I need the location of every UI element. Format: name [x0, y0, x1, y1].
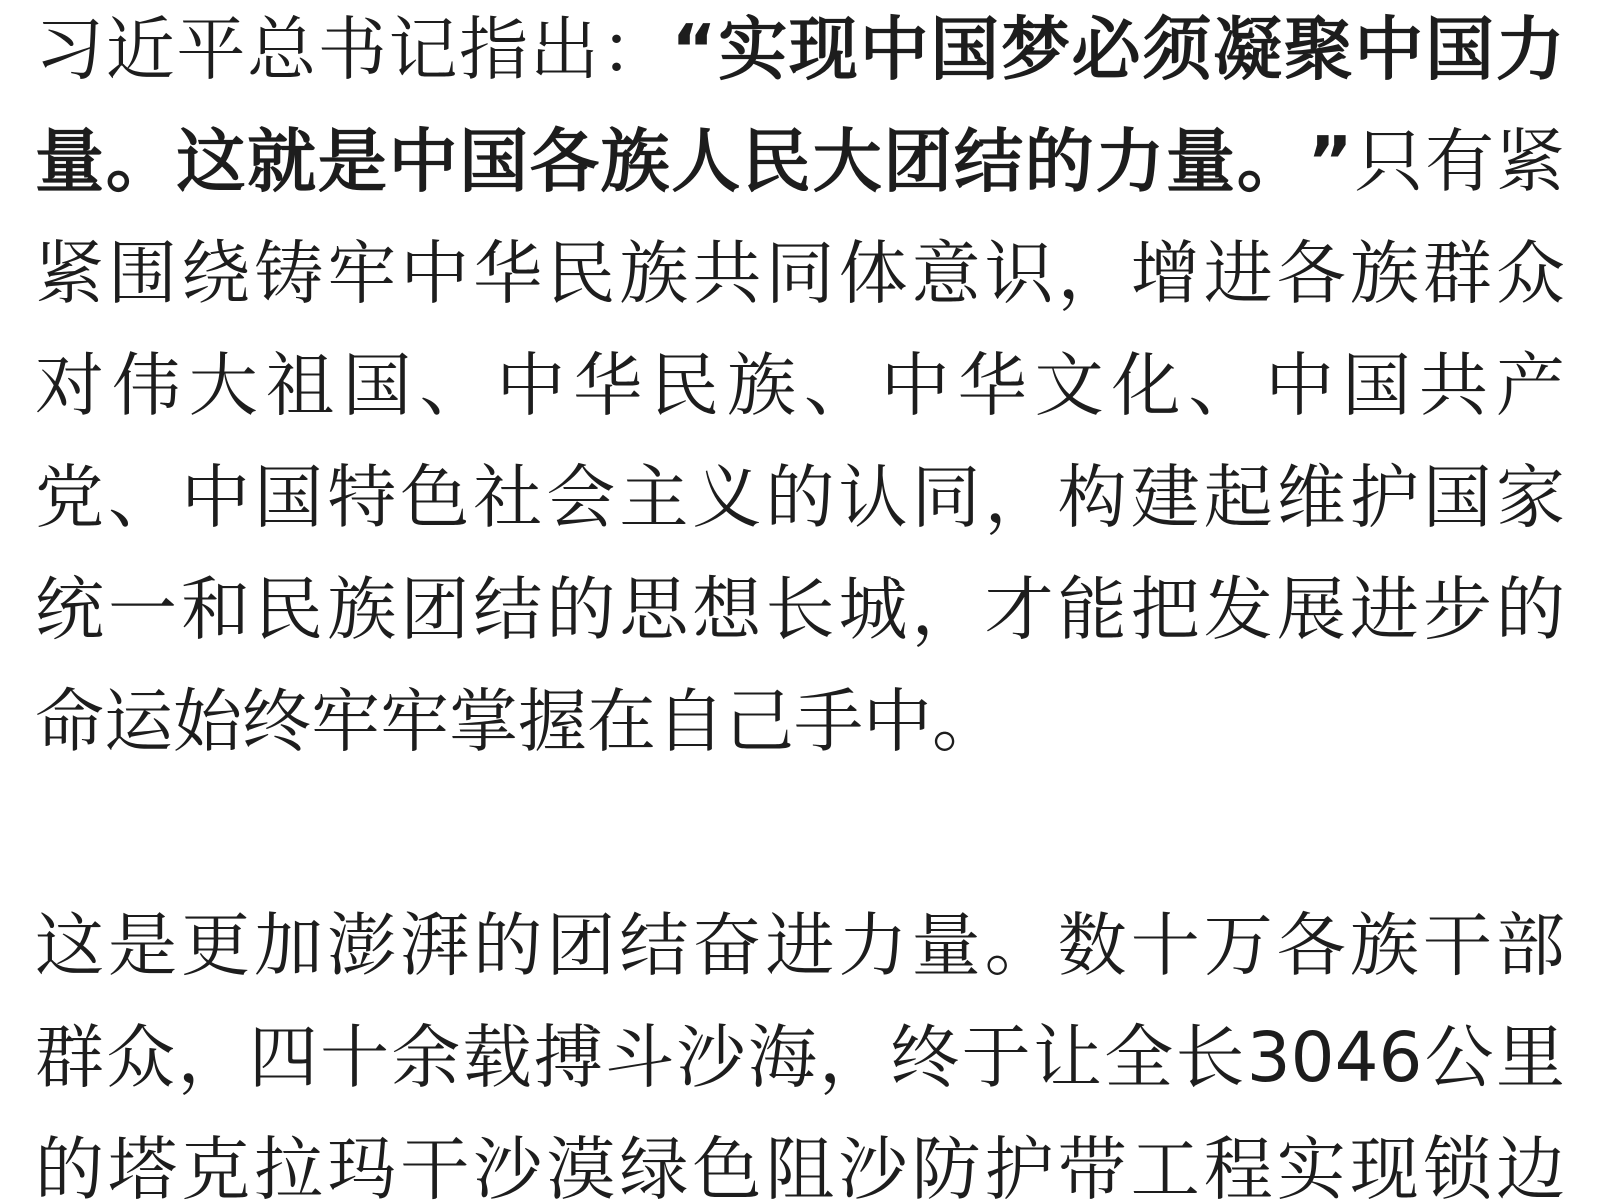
- body-text: 握: [518, 681, 587, 762]
- body-text: 国: [1422, 457, 1492, 538]
- body-text: 于: [961, 1017, 1031, 1098]
- text-line: [35, 218, 1565, 330]
- body-text: 发: [1203, 569, 1273, 650]
- body-text: 的: [546, 569, 616, 650]
- body-text: 中: [1265, 345, 1335, 426]
- body-text: 始: [173, 681, 242, 762]
- bold-quote-text: 中: [1354, 9, 1424, 90]
- body-text: 群: [1422, 233, 1492, 314]
- text-line: [35, 0, 1565, 106]
- body-text: 共: [1419, 345, 1489, 426]
- body-text: 湃: [400, 905, 470, 986]
- bold-quote-text: 团: [883, 121, 953, 202]
- body-text: 余: [391, 1017, 461, 1098]
- body-text: 特: [327, 457, 397, 538]
- body-text: 边: [1495, 1129, 1565, 1200]
- bold-quote-text: 力: [1495, 9, 1565, 90]
- body-text: 长: [1175, 1017, 1245, 1098]
- body-text: 十: [320, 1017, 390, 1098]
- body-text: 习: [35, 9, 104, 90]
- body-text: 里: [1495, 1017, 1565, 1098]
- body-text: 沙: [473, 1129, 543, 1200]
- body-text: 海: [747, 1017, 817, 1098]
- body-text: 程: [1203, 1129, 1273, 1200]
- body-text: 力: [838, 905, 908, 986]
- bold-quote-text: 聚: [1283, 9, 1353, 90]
- body-text: 色: [692, 1129, 762, 1200]
- body-text: 华: [957, 345, 1027, 426]
- body-text: 拉: [254, 1129, 324, 1200]
- body-text: 牢: [311, 681, 380, 762]
- body-text: 。: [932, 681, 1001, 762]
- bold-quote-text: 实: [718, 9, 788, 90]
- bold-quote-text: 力: [1095, 121, 1165, 202]
- body-text: 只: [1354, 121, 1424, 202]
- body-text: ，: [177, 1017, 247, 1098]
- body-text: 结: [473, 569, 543, 650]
- body-text: 在: [587, 681, 656, 762]
- body-text: 数: [1057, 905, 1127, 986]
- body-text: 色: [400, 457, 470, 538]
- body-text: 一: [108, 569, 178, 650]
- body-text: 团: [400, 569, 470, 650]
- text-line: [35, 442, 1565, 554]
- body-text: ，: [819, 1017, 889, 1098]
- body-text: 玛: [327, 1129, 397, 1200]
- body-text: 文: [1034, 345, 1104, 426]
- body-text: 量: [911, 905, 981, 986]
- body-text: 中: [181, 457, 251, 538]
- bold-quote-text: 结: [953, 121, 1023, 202]
- body-text: 漠: [546, 1129, 616, 1200]
- body-text: 思: [619, 569, 689, 650]
- bold-quote-text: 各: [529, 121, 599, 202]
- body-text: 实: [1276, 1129, 1346, 1200]
- body-text: 这: [35, 905, 104, 986]
- body-text: 增: [1130, 233, 1200, 314]
- text-line: [35, 330, 1565, 442]
- body-text: 构: [1057, 457, 1127, 538]
- body-text: 牢: [380, 681, 449, 762]
- body-text: 、: [419, 345, 489, 426]
- body-text: 族: [1349, 905, 1419, 986]
- body-text: 澎: [327, 905, 397, 986]
- body-text: 、: [803, 345, 873, 426]
- body-text: 众: [106, 1017, 176, 1098]
- body-text: 同: [911, 457, 981, 538]
- body-text: 才: [984, 569, 1054, 650]
- body-text: 长: [765, 569, 835, 650]
- body-text: 民: [254, 569, 324, 650]
- body-text: 紧: [35, 233, 104, 314]
- body-text: 十: [1130, 905, 1200, 986]
- body-text: 中: [496, 345, 566, 426]
- body-text: 带: [1057, 1129, 1127, 1200]
- body-text: 部: [1495, 905, 1565, 986]
- body-text: 斗: [605, 1017, 675, 1098]
- body-text: 紧: [1495, 121, 1565, 202]
- body-text: ，: [1057, 233, 1127, 314]
- body-text: 出: [529, 9, 599, 90]
- body-text: 平: [176, 9, 246, 90]
- body-text: 工: [1130, 1129, 1200, 1200]
- body-text: 民: [546, 233, 616, 314]
- body-text: 更: [181, 905, 251, 986]
- body-text: 伟: [111, 345, 181, 426]
- body-text: 书: [317, 9, 387, 90]
- bold-quote-text: 梦: [1000, 9, 1070, 90]
- body-text: 奋: [692, 905, 762, 986]
- bold-quote-text: 民: [741, 121, 811, 202]
- body-text: 。: [984, 905, 1054, 986]
- body-text: 命: [35, 681, 104, 762]
- body-text: 干: [1422, 905, 1492, 986]
- body-text: 团: [546, 905, 616, 986]
- bold-quote-text: 现: [788, 9, 858, 90]
- body-text: 锁: [1422, 1129, 1492, 1200]
- body-text: 克: [181, 1129, 251, 1200]
- body-text: 绿: [619, 1129, 689, 1200]
- paragraph-2: [35, 890, 1565, 1200]
- body-text: 让: [1032, 1017, 1102, 1098]
- bold-quote-text: ”: [1307, 121, 1353, 202]
- bold-quote-text: 。: [1236, 121, 1306, 202]
- body-text: 认: [838, 457, 908, 538]
- body-text: 、: [108, 457, 178, 538]
- body-text: 义: [692, 457, 762, 538]
- body-text: 国: [342, 345, 412, 426]
- body-text: 家: [1495, 457, 1565, 538]
- body-text: 牢: [327, 233, 397, 314]
- paragraph-1: [35, 0, 1565, 778]
- bold-quote-text: 量: [35, 121, 104, 202]
- body-text: 意: [911, 233, 981, 314]
- body-text: 是: [108, 905, 178, 986]
- body-text: 塔: [108, 1129, 178, 1200]
- body-text: 记: [388, 9, 458, 90]
- body-text: 展: [1276, 569, 1346, 650]
- body-text: 铸: [254, 233, 324, 314]
- body-text: 国: [254, 457, 324, 538]
- body-text: 阻: [765, 1129, 835, 1200]
- body-text: 华: [473, 233, 543, 314]
- body-text: 和: [181, 569, 251, 650]
- body-text: 维: [1276, 457, 1346, 538]
- text-line: [35, 1002, 1565, 1114]
- body-text: 群: [35, 1017, 104, 1098]
- bold-quote-text: 国: [459, 121, 529, 202]
- body-text: 体: [838, 233, 908, 314]
- bold-quote-text: 这: [176, 121, 246, 202]
- body-text: 把: [1130, 569, 1200, 650]
- bold-quote-text: 中: [388, 121, 458, 202]
- text-line: [35, 1114, 1565, 1200]
- body-text: 对: [35, 345, 104, 426]
- body-text: 手: [794, 681, 863, 762]
- body-text: 众: [1495, 233, 1565, 314]
- body-text: 各: [1276, 905, 1346, 986]
- body-text: 族: [1349, 233, 1419, 314]
- body-text: 运: [104, 681, 173, 762]
- body-text: 围: [108, 233, 178, 314]
- body-text: 干: [400, 1129, 470, 1200]
- body-text: 化: [1111, 345, 1181, 426]
- text-line: [35, 890, 1565, 1002]
- body-text: 国: [1342, 345, 1412, 426]
- body-text: 载: [462, 1017, 532, 1098]
- body-text: 城: [838, 569, 908, 650]
- body-text: 党: [35, 457, 104, 538]
- bold-quote-text: “: [671, 9, 717, 90]
- body-text: 建: [1130, 457, 1200, 538]
- body-text: 的: [1495, 569, 1565, 650]
- bold-quote-text: 国: [1425, 9, 1495, 90]
- bold-quote-text: 是: [317, 121, 387, 202]
- body-text: 中: [880, 345, 950, 426]
- body-text: 3046: [1246, 1017, 1423, 1098]
- body-text: 绕: [181, 233, 251, 314]
- body-text: 加: [254, 905, 324, 986]
- body-text: 华: [573, 345, 643, 426]
- body-text: 想: [692, 569, 762, 650]
- body-text: 能: [1057, 569, 1127, 650]
- body-text: 主: [619, 457, 689, 538]
- bold-quote-text: 人: [671, 121, 741, 202]
- bold-quote-text: 国: [930, 9, 1000, 90]
- body-text: 产: [1495, 345, 1565, 426]
- body-text: ，: [911, 569, 981, 650]
- bold-quote-text: 中: [859, 9, 929, 90]
- body-text: 护: [984, 1129, 1054, 1200]
- body-text: 共: [692, 233, 762, 314]
- body-text: 沙: [676, 1017, 746, 1098]
- body-text: ，: [984, 457, 1054, 538]
- body-text: 中: [400, 233, 470, 314]
- body-text: 中: [863, 681, 932, 762]
- body-text: 祖: [265, 345, 335, 426]
- body-text: 近: [105, 9, 175, 90]
- body-text: 进: [765, 905, 835, 986]
- body-text: 的: [35, 1129, 104, 1200]
- body-text: 指: [459, 9, 529, 90]
- body-text: 护: [1349, 457, 1419, 538]
- body-text: 民: [650, 345, 720, 426]
- bold-quote-text: 量: [1166, 121, 1235, 202]
- body-text: 己: [725, 681, 794, 762]
- body-text: 进: [1349, 569, 1419, 650]
- bold-quote-text: 族: [600, 121, 670, 202]
- bold-quote-text: 大: [812, 121, 882, 202]
- body-text: 自: [656, 681, 725, 762]
- body-text: 公: [1424, 1017, 1494, 1098]
- bold-quote-text: 必: [1071, 9, 1141, 90]
- body-text: 族: [619, 233, 689, 314]
- body-text: 终: [890, 1017, 960, 1098]
- body-text: 的: [473, 905, 543, 986]
- body-text: 统: [35, 569, 104, 650]
- bold-quote-text: 须: [1142, 9, 1212, 90]
- body-text: 大: [188, 345, 258, 426]
- body-text: 的: [765, 457, 835, 538]
- body-text: 同: [765, 233, 835, 314]
- text-line: [35, 106, 1565, 218]
- body-text: 族: [727, 345, 797, 426]
- body-text: 起: [1203, 457, 1273, 538]
- body-text: 现: [1349, 1129, 1419, 1200]
- body-text: 四: [248, 1017, 318, 1098]
- body-text: 识: [984, 233, 1054, 314]
- body-text: 结: [619, 905, 689, 986]
- body-text: 终: [242, 681, 311, 762]
- body-text: 社: [473, 457, 543, 538]
- body-text: 全: [1104, 1017, 1174, 1098]
- body-text: 步: [1422, 569, 1492, 650]
- bold-quote-text: 的: [1024, 121, 1094, 202]
- body-text: 掌: [449, 681, 518, 762]
- bold-quote-text: 。: [105, 121, 175, 202]
- body-text: 会: [546, 457, 616, 538]
- bold-quote-text: 凝: [1213, 9, 1283, 90]
- body-text: 搏: [533, 1017, 603, 1098]
- bold-quote-text: 就: [247, 121, 317, 202]
- text-line: [35, 554, 1565, 666]
- body-text: 进: [1203, 233, 1273, 314]
- body-text: 沙: [838, 1129, 908, 1200]
- body-text: ：: [600, 9, 670, 90]
- text-line: [35, 666, 1565, 778]
- body-text: 防: [911, 1129, 981, 1200]
- body-text: 万: [1203, 905, 1273, 986]
- body-text: 总: [247, 9, 317, 90]
- body-text: 有: [1425, 121, 1495, 202]
- body-text: 、: [1188, 345, 1258, 426]
- body-text: 族: [327, 569, 397, 650]
- body-text: 各: [1276, 233, 1346, 314]
